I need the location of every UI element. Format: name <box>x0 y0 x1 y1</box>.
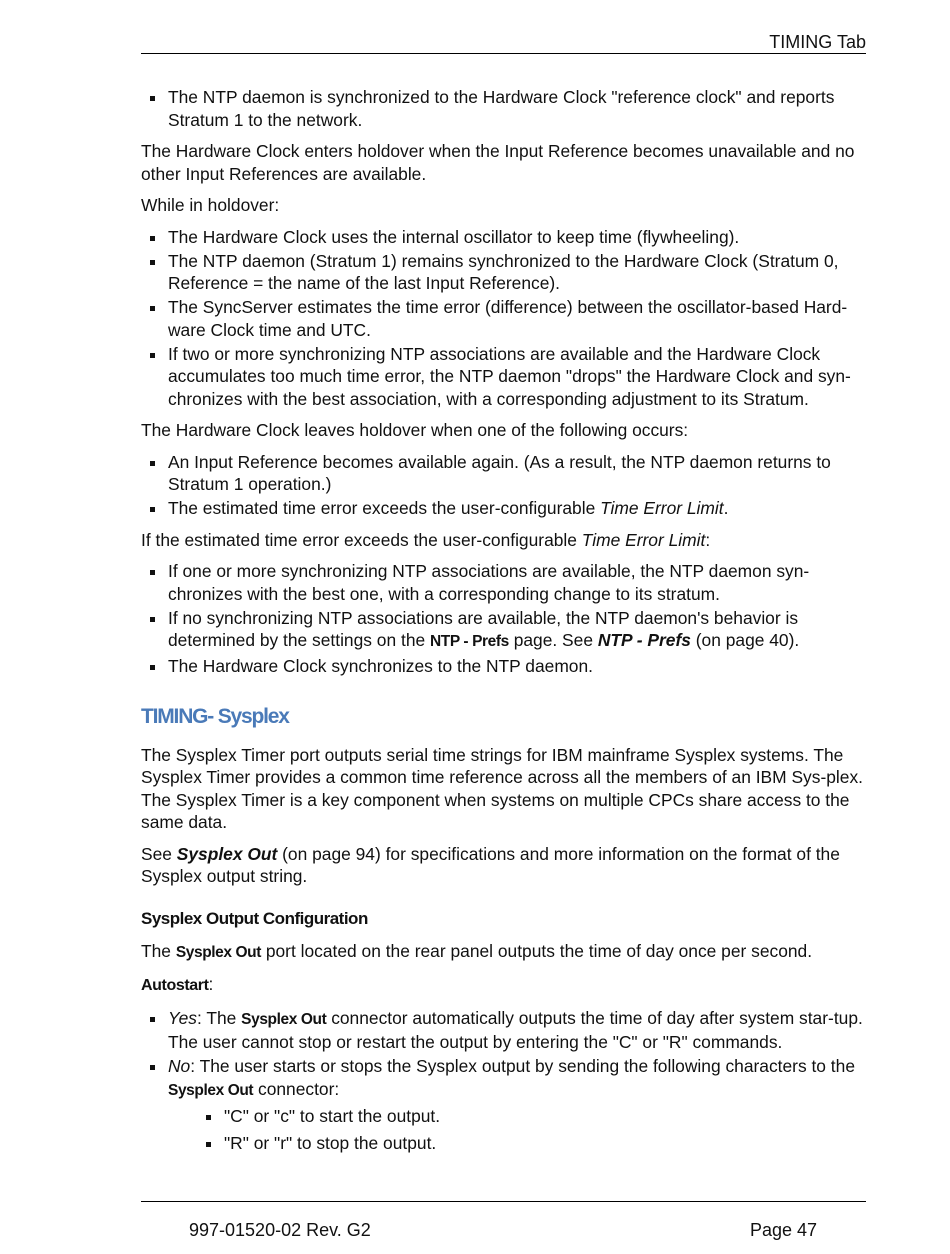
subsection-heading: Sysplex Output Configuration <box>141 908 368 928</box>
list-item: The SyncServer estimates the time error (difference) between the oscillator-based Hard-ware Clock time and UTC. <box>141 296 866 341</box>
text: connector automatically outputs the time of day after system star-tup. The user cannot stop or restart the output by entering the "C" or "R" commands. <box>168 1007 863 1052</box>
term: Time Error Limit <box>600 498 724 518</box>
paragraph: The Hardware Clock enters holdover when the Input Reference becomes unavailable and no other Input References are available. <box>141 141 855 184</box>
ui-label: Sysplex Out <box>168 1081 254 1099</box>
text: page. See <box>508 630 598 650</box>
text: : <box>208 974 214 994</box>
paragraph <box>141 843 866 888</box>
list-item: The NTP daemon is synchronized to the Hardware Clock "reference clock" and reports Stratum 1 to the network. <box>141 86 866 131</box>
paragraph: The Sysplex Timer port outputs serial time strings for IBM mainframe Sysplex systems. The Sysplex Timer provides a common time reference across all the members of an IBM Sys-plex. The Sysplex Timer is a key component when systems on multiple CPCs share access to the same data. <box>141 744 863 832</box>
autostart-label <box>141 973 866 998</box>
text: (on page 94) for specifications and more information on the format of the Sysplex output string. <box>141 843 840 886</box>
ntp-prefs-link[interactable]: NTP - Prefs <box>597 630 691 650</box>
footer-rule <box>141 1201 866 1202</box>
text: connector: <box>253 1078 340 1099</box>
autostart-options <box>141 1007 866 1155</box>
paragraph <box>141 529 866 552</box>
page-number: Page 47 <box>749 1220 817 1240</box>
list-item <box>141 1007 866 1054</box>
doc-number: 997-01520-02 Rev. G2 <box>189 1220 371 1240</box>
command-list <box>168 1105 866 1154</box>
list-item: If one or more synchronizing NTP associations are available, the NTP daemon syn-chronizes with the best one, with a corresponding change to its stratum. <box>141 560 866 605</box>
text: : The <box>197 1007 242 1028</box>
header-rule <box>141 53 866 54</box>
list-item: The Hardware Clock synchronizes to the NTP daemon. <box>141 655 866 678</box>
list-item: "C" or "c" to start the output. <box>168 1105 866 1128</box>
text: : The user starts or stops the Sysplex output by sending the following characters to the <box>190 1056 855 1076</box>
list-item: If two or more synchronizing NTP associations are available and the Hardware Clock accumulates too much time error, the NTP daemon "drops" the Hardware Clock and syn-chronizes with the best association, with a corresponding adjustment to its Stratum. <box>141 343 866 411</box>
label: Autostart <box>141 977 209 994</box>
list-item: The NTP daemon (Stratum 1) remains synchronized to the Hardware Clock (Stratum 0, Reference = the name of the last Input Reference). <box>141 250 866 295</box>
list-item: An Input Reference becomes available again. (As a result, the NTP daemon returns to Stratum 1 operation.) <box>141 451 866 496</box>
text: If the estimated time error exceeds the user-configurable <box>141 529 582 550</box>
option-yes: Yes <box>168 1007 198 1028</box>
paragraph: While in holdover: <box>141 195 280 215</box>
paragraph: The Hardware Clock leaves holdover when one of the following occurs: <box>141 420 689 440</box>
section-heading: TIMING- Sysplex <box>141 704 289 728</box>
list-item: The Hardware Clock uses the internal oscillator to keep time (flywheeling). <box>141 226 866 249</box>
running-header: TIMING Tab <box>769 32 866 52</box>
holdover-list <box>141 226 866 411</box>
text: If no synchronizing NTP associations are available, the NTP daemon's behavior is determined by the settings on the <box>168 607 799 650</box>
text: See <box>141 843 177 864</box>
list-item: "R" or "r" to stop the output. <box>168 1132 866 1155</box>
ntp-sync-list <box>141 86 866 131</box>
paragraph <box>141 940 866 965</box>
text: The estimated time error exceeds the user-configurable <box>168 498 601 518</box>
text: The <box>141 940 176 961</box>
sysplex-out-link[interactable]: Sysplex Out <box>176 843 278 864</box>
ui-label: Sysplex Out <box>175 943 261 961</box>
list-item <box>141 607 866 654</box>
term: Time Error Limit <box>581 529 706 550</box>
list-item <box>141 497 866 520</box>
ui-label: NTP - Prefs <box>430 633 509 650</box>
exceed-list <box>141 560 866 678</box>
ui-label: Sysplex Out <box>241 1010 327 1028</box>
option-no: No <box>168 1056 191 1076</box>
list-item <box>141 1055 866 1154</box>
page-body <box>141 86 866 1163</box>
text: . <box>723 498 729 518</box>
text: port located on the rear panel outputs the time of day once per second. <box>261 940 813 961</box>
leave-holdover-list <box>141 451 866 520</box>
text: (on page 40). <box>690 630 800 650</box>
text: : <box>705 529 711 550</box>
